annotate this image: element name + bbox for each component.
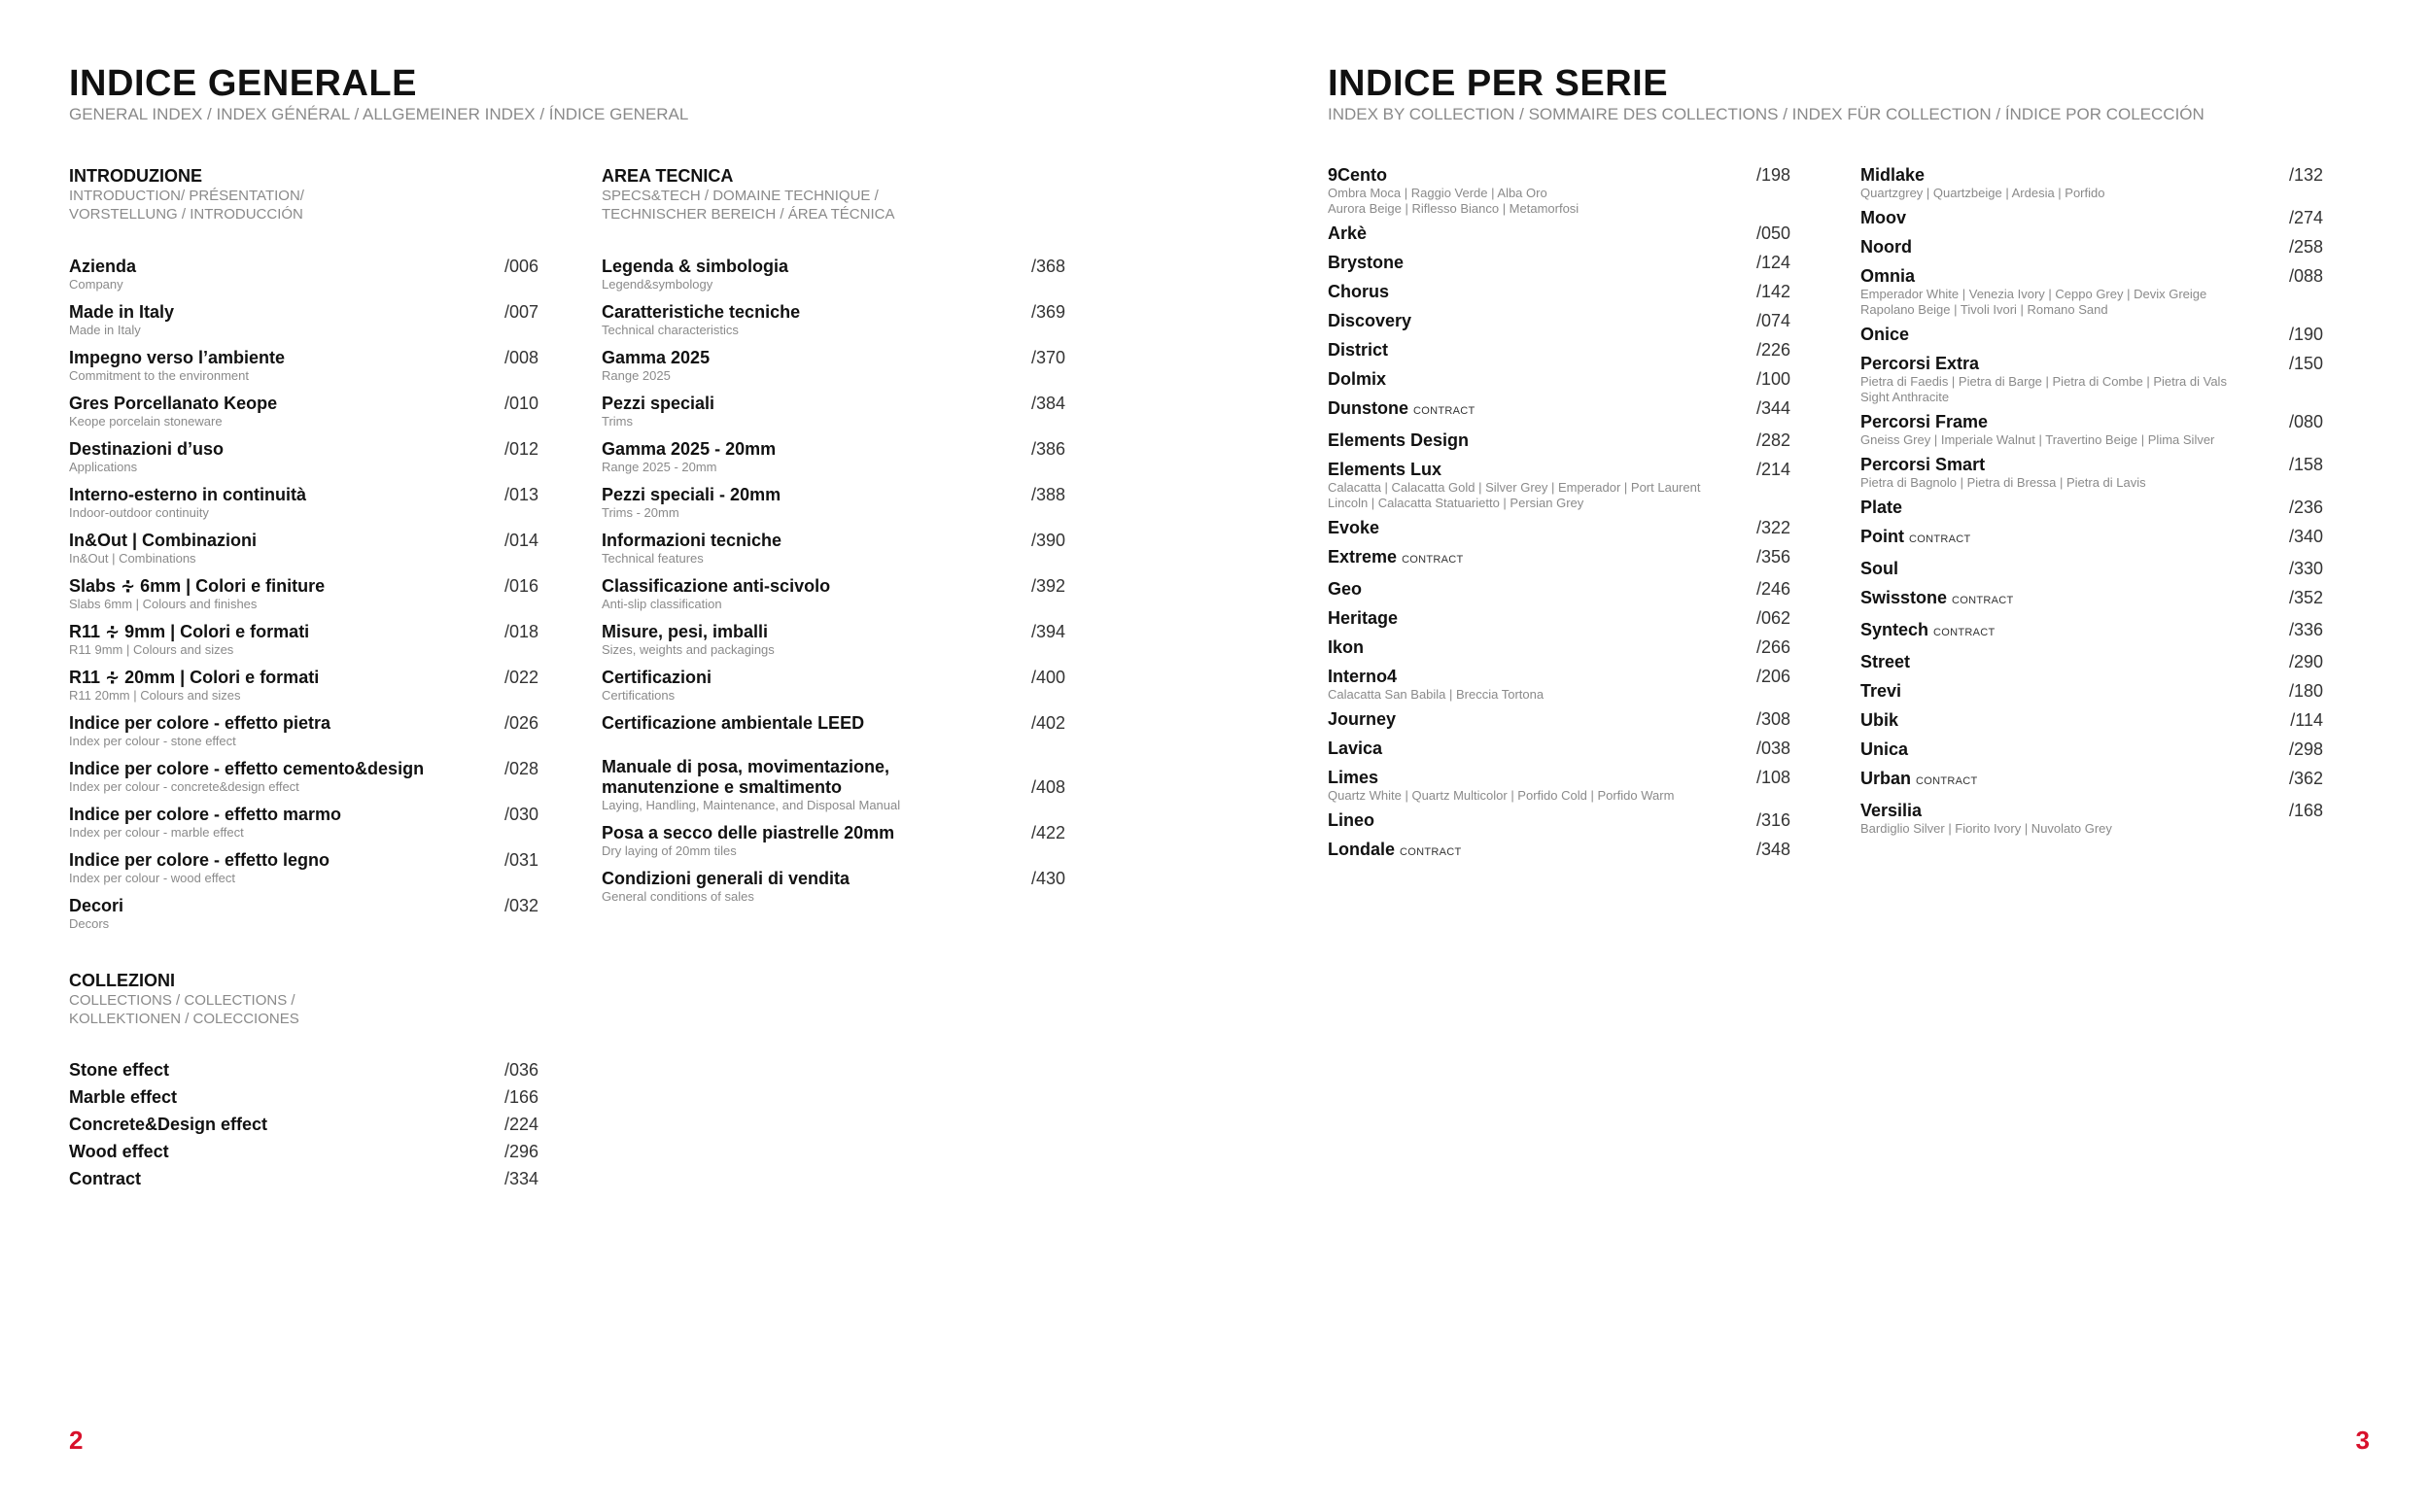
index-entry[interactable] <box>69 668 538 704</box>
entry-title: Onice <box>1860 325 1910 344</box>
index-entry[interactable] <box>69 531 538 567</box>
entry-page-number: /198 <box>1755 165 1790 185</box>
entry-subtitle: Calacatta | Calacatta Gold | Silver Grey | Emperador | Port Laurent Lincoln | Calacatta Statuarietto | Persian Grey <box>1328 480 1701 510</box>
entry-page-number: /308 <box>1755 709 1790 729</box>
entry-page-number: /190 <box>2288 325 2323 344</box>
series-entry[interactable] <box>1860 620 2323 643</box>
entry-subtitle: Index per colour - marble effect <box>69 825 244 840</box>
series-entry[interactable] <box>1860 498 2323 518</box>
entry-page-number: /282 <box>1755 430 1790 450</box>
index-entry[interactable] <box>602 757 1065 813</box>
entry-subtitle: Pietra di Faedis | Pietra di Barge | Pietra di Combe | Pietra di Vals Sight Anthracite <box>1860 374 2227 404</box>
contract-tag: CONTRACT <box>1933 627 1996 638</box>
series-entry[interactable] <box>1328 810 1790 831</box>
entry-title: Manuale di posa, movimentazione, manutenzione e smaltimento <box>602 757 890 797</box>
index-entry[interactable] <box>69 622 538 658</box>
entry-page-number: /422 <box>1030 823 1065 842</box>
entry-title: Interno4 <box>1328 667 1398 686</box>
entry-subtitle: Technical features <box>602 551 704 566</box>
entry-subtitle: Dry laying of 20mm tiles <box>602 843 737 858</box>
entry-title: Chorus <box>1328 282 1389 301</box>
series-entry[interactable] <box>1860 588 2323 611</box>
entry-title: Lavica <box>1328 739 1383 758</box>
entry-page-number: /392 <box>1030 576 1065 596</box>
index-entry[interactable] <box>69 713 538 749</box>
entry-page-number: /290 <box>2288 652 2323 671</box>
index-entry[interactable] <box>602 348 1065 384</box>
entry-page-number: /100 <box>1755 369 1790 389</box>
entry-page-number: /158 <box>2288 455 2323 474</box>
entry-page-number: /224 <box>503 1115 538 1134</box>
entry-title: Impegno verso l’ambiente <box>69 348 286 367</box>
entry-subtitle: Decors <box>69 916 110 931</box>
index-entry[interactable] <box>602 257 1065 292</box>
entry-subtitle: Certifications <box>602 688 676 703</box>
contract-tag: CONTRACT <box>1400 846 1462 858</box>
entry-subtitle: Gneiss Grey | Imperiale Walnut | Travertino Beige | Plima Silver <box>1860 432 2215 447</box>
entry-title: Made in Italy <box>69 302 175 322</box>
series-list-column-2 <box>1860 165 2323 843</box>
section-heading-introduzione: INTRODUZIONE <box>69 166 202 186</box>
entry-page-number: /031 <box>503 850 538 870</box>
entry-subtitle: Trims <box>602 414 634 429</box>
entry-subtitle: Calacatta San Babila | Breccia Tortona <box>1328 687 1545 702</box>
entry-subtitle: Slabs 6mm | Colours and finishes <box>69 597 258 611</box>
entry-page-number: /384 <box>1030 394 1065 413</box>
index-entry[interactable] <box>602 869 1065 905</box>
entry-title: Informazioni tecniche <box>602 531 782 550</box>
collezioni-list <box>69 1060 538 1196</box>
series-entry[interactable] <box>1328 840 1790 863</box>
index-entry[interactable] <box>69 485 538 521</box>
entry-page-number: /214 <box>1755 460 1790 479</box>
series-entry[interactable] <box>1328 369 1790 390</box>
entry-subtitle: Ombra Moca | Raggio Verde | Alba Oro Aurora Beige | Riflesso Bianco | Metamorfosi <box>1328 186 1580 216</box>
entry-subtitle: Trims - 20mm <box>602 505 679 520</box>
index-entry[interactable] <box>602 302 1065 338</box>
series-entry[interactable] <box>1328 547 1790 570</box>
entry-page-number: /014 <box>503 531 538 550</box>
index-entry[interactable] <box>69 759 538 795</box>
series-index-subtitle: INDEX BY COLLECTION / SOMMAIRE DES COLLECTIONS / INDEX FÜR COLLECTION / ÍNDICE POR COLECCIÓN <box>1328 105 2204 123</box>
entry-page-number: /340 <box>2288 527 2323 546</box>
entry-subtitle: Quartzgrey | Quartzbeige | Ardesia | Porfido <box>1860 186 2105 200</box>
entry-page-number: /322 <box>1755 518 1790 537</box>
entry-subtitle: Pietra di Bagnolo | Pietra di Bressa | Pietra di Lavis <box>1860 475 2146 490</box>
entry-title: Elements Design <box>1328 430 1470 450</box>
entry-page-number: /142 <box>1755 282 1790 301</box>
index-entry[interactable] <box>69 394 538 430</box>
entry-page-number: /370 <box>1030 348 1065 367</box>
entry-page-number: /132 <box>2288 165 2323 185</box>
entry-subtitle: Range 2025 - 20mm <box>602 460 717 474</box>
entry-subtitle: Sizes, weights and packagings <box>602 642 775 657</box>
collection-entry[interactable] <box>69 1060 538 1081</box>
series-entry[interactable] <box>1860 455 2323 491</box>
index-entry[interactable] <box>69 850 538 886</box>
entry-title: Contract <box>69 1169 142 1188</box>
entry-title: Certificazione ambientale LEED <box>602 713 865 733</box>
entry-page-number: /394 <box>1030 622 1065 641</box>
entry-subtitle: Commitment to the environment <box>69 368 249 383</box>
page-title: INDICE GENERALE <box>69 63 417 104</box>
index-entry[interactable] <box>69 805 538 841</box>
entry-title: Dunstone <box>1328 398 1408 418</box>
series-entry[interactable] <box>1328 579 1790 600</box>
series-entry[interactable] <box>1328 460 1790 511</box>
contract-tag: CONTRACT <box>1413 405 1475 417</box>
entry-page-number: /246 <box>1755 579 1790 599</box>
entry-title: Unica <box>1860 739 1909 759</box>
index-entry[interactable] <box>602 439 1065 475</box>
series-entry[interactable] <box>1328 340 1790 361</box>
entry-title: Wood effect <box>69 1142 169 1161</box>
collection-entry[interactable] <box>69 1142 538 1162</box>
entry-subtitle: Indoor-outdoor continuity <box>69 505 209 520</box>
entry-title: Heritage <box>1328 608 1399 628</box>
entry-page-number: /388 <box>1030 485 1065 504</box>
entry-title: Journey <box>1328 709 1397 729</box>
series-entry[interactable] <box>1860 325 2323 345</box>
entry-subtitle: Bardiglio Silver | Fiorito Ivory | Nuvolato Grey <box>1860 821 2112 836</box>
series-entry[interactable] <box>1328 709 1790 730</box>
entry-page-number: /026 <box>503 713 538 733</box>
entry-page-number: /012 <box>503 439 538 459</box>
index-entry[interactable] <box>69 302 538 338</box>
index-entry[interactable] <box>602 622 1065 658</box>
entry-title: Destinazioni d’uso <box>69 439 225 459</box>
index-entry[interactable] <box>602 485 1065 521</box>
entry-title: Swisstone <box>1860 588 1948 607</box>
entry-page-number: /258 <box>2288 237 2323 257</box>
area-tecnica-list <box>602 257 1065 914</box>
entry-page-number: /369 <box>1030 302 1065 322</box>
entry-subtitle: Quartz White | Quartz Multicolor | Porfido Cold | Porfido Warm <box>1328 788 1675 803</box>
series-entry[interactable] <box>1328 667 1790 703</box>
entry-page-number: /124 <box>1755 253 1790 272</box>
entry-page-number: /298 <box>2288 739 2323 759</box>
entry-page-number: /296 <box>503 1142 538 1161</box>
entry-title: Classificazione anti-scivolo <box>602 576 831 596</box>
series-entry[interactable] <box>1328 165 1790 217</box>
series-entry[interactable] <box>1860 801 2323 837</box>
entry-subtitle: Emperador White | Venezia Ivory | Ceppo Grey | Devix Greige Rapolano Beige | Tivoli Ivori | Romano Sand <box>1860 287 2207 317</box>
entry-page-number: /408 <box>1030 777 1065 797</box>
entry-subtitle: Index per colour - stone effect <box>69 734 236 748</box>
entry-title: Versilia <box>1860 801 1923 820</box>
entry-page-number: /088 <box>2288 266 2323 286</box>
index-entry[interactable] <box>69 348 538 384</box>
entry-page-number: /006 <box>503 257 538 276</box>
entry-page-number: /386 <box>1030 439 1065 459</box>
series-index-title: INDICE PER SERIE <box>1328 63 1669 104</box>
entry-page-number: /180 <box>2288 681 2323 701</box>
entry-title: Point <box>1860 527 1904 546</box>
introduzione-list <box>69 257 538 942</box>
entry-page-number: /330 <box>2288 559 2323 578</box>
series-entry[interactable] <box>1860 412 2323 448</box>
entry-page-number: /368 <box>1030 257 1065 276</box>
entry-title: Percorsi Smart <box>1860 455 1986 474</box>
entry-title: Percorsi Frame <box>1860 412 1989 431</box>
collection-entry[interactable] <box>69 1169 538 1189</box>
entry-title: Lineo <box>1328 810 1374 830</box>
entry-subtitle: Made in Italy <box>69 323 141 337</box>
series-entry[interactable] <box>1860 165 2323 201</box>
entry-title: Certificazioni <box>602 668 712 687</box>
entry-title: Posa a secco delle piastrelle 20mm <box>602 823 895 842</box>
section-subheading-introduzione: INTRODUCTION/ PRÉSENTATION/ VORSTELLUNG / INTRODUCCIÓN <box>69 188 304 223</box>
entry-page-number: /080 <box>2288 412 2323 431</box>
entry-page-number: /334 <box>503 1169 538 1188</box>
series-entry[interactable] <box>1328 398 1790 422</box>
entry-title: Brystone <box>1328 253 1405 272</box>
entry-title: Misure, pesi, imballi <box>602 622 769 641</box>
entry-subtitle: Technical characteristics <box>602 323 739 337</box>
series-entry[interactable] <box>1328 253 1790 273</box>
entry-title: Extreme <box>1328 547 1398 567</box>
index-entry[interactable] <box>602 576 1065 612</box>
series-entry[interactable] <box>1860 354 2323 405</box>
index-entry[interactable] <box>602 394 1065 430</box>
entry-title: Interno-esterno in continuità <box>69 485 307 504</box>
entry-subtitle: In&Out | Combinations <box>69 551 196 566</box>
entry-subtitle: Keope porcelain stoneware <box>69 414 223 429</box>
entry-page-number: /150 <box>2288 354 2323 373</box>
entry-page-number: /008 <box>503 348 538 367</box>
page-number-right: 3 <box>2355 1426 2370 1455</box>
series-entry[interactable] <box>1328 282 1790 302</box>
entry-page-number: /022 <box>503 668 538 687</box>
entry-page-number: /316 <box>1755 810 1790 830</box>
entry-page-number: /356 <box>1755 547 1790 567</box>
index-entry[interactable] <box>69 576 538 612</box>
index-entry[interactable] <box>69 257 538 292</box>
entry-subtitle: Applications <box>69 460 138 474</box>
entry-subtitle: R11 9mm | Colours and sizes <box>69 642 234 657</box>
entry-page-number: /430 <box>1030 869 1065 888</box>
entry-title: Pezzi speciali - 20mm <box>602 485 781 504</box>
entry-page-number: /402 <box>1030 713 1065 733</box>
entry-title: Arkè <box>1328 223 1368 243</box>
entry-title: Ikon <box>1328 637 1365 657</box>
entry-page-number: /074 <box>1755 311 1790 330</box>
entry-title: Londale <box>1328 840 1396 859</box>
entry-page-number: /344 <box>1755 398 1790 418</box>
entry-title: Decori <box>69 896 124 915</box>
entry-title: Legenda & simbologia <box>602 257 789 276</box>
entry-title: Trevi <box>1860 681 1902 701</box>
entry-title: In&Out | Combinazioni <box>69 531 258 550</box>
entry-page-number: /010 <box>503 394 538 413</box>
entry-title: Evoke <box>1328 518 1380 537</box>
entry-title: Midlake <box>1860 165 1926 185</box>
entry-title: Percorsi Extra <box>1860 354 1980 373</box>
series-entry[interactable] <box>1860 266 2323 318</box>
entry-page-number: /050 <box>1755 223 1790 243</box>
contract-tag: CONTRACT <box>1402 554 1464 566</box>
series-entry[interactable] <box>1328 311 1790 331</box>
entry-title: Pezzi speciali <box>602 394 715 413</box>
series-entry[interactable] <box>1860 769 2323 792</box>
entry-subtitle: R11 20mm | Colours and sizes <box>69 688 241 703</box>
entry-title: R11 ∻ 9mm | Colori e formati <box>69 622 310 641</box>
index-entry[interactable] <box>602 823 1065 859</box>
series-entry[interactable] <box>1328 518 1790 538</box>
entry-title: Indice per colore - effetto marmo <box>69 805 342 824</box>
entry-page-number: /032 <box>503 896 538 915</box>
entry-page-number: /016 <box>503 576 538 596</box>
entry-subtitle: Index per colour - wood effect <box>69 871 236 885</box>
entry-page-number: /266 <box>1755 637 1790 657</box>
entry-title: Gamma 2025 - 20mm <box>602 439 777 459</box>
entry-page-number: /348 <box>1755 840 1790 859</box>
entry-subtitle: Company <box>69 277 123 292</box>
index-entry[interactable] <box>69 439 538 475</box>
page-subtitle: GENERAL INDEX / INDEX GÉNÉRAL / ALLGEMEINER INDEX / ÍNDICE GENERAL <box>69 105 689 123</box>
entry-title: Condizioni generali di vendita <box>602 869 850 888</box>
entry-title: Noord <box>1860 237 1912 257</box>
entry-title: Stone effect <box>69 1060 170 1080</box>
entry-page-number: /036 <box>503 1060 538 1080</box>
series-entry[interactable] <box>1328 608 1790 629</box>
series-entry[interactable] <box>1328 739 1790 759</box>
entry-page-number: /206 <box>1755 667 1790 686</box>
entry-subtitle: Legend&symbology <box>602 277 713 292</box>
collection-entry[interactable] <box>69 1087 538 1108</box>
entry-title: Slabs ∻ 6mm | Colori e finiture <box>69 576 326 596</box>
series-entry[interactable] <box>1860 559 2323 579</box>
entry-page-number: /030 <box>503 805 538 824</box>
section-subheading-area-tecnica: SPECS&TECH / DOMAINE TECHNIQUE / TECHNISCHER BEREICH / ÁREA TÉCNICA <box>602 188 895 223</box>
entry-page-number: /352 <box>2288 588 2323 607</box>
series-entry[interactable] <box>1328 223 1790 244</box>
entry-title: Concrete&Design effect <box>69 1115 268 1134</box>
entry-title: Elements Lux <box>1328 460 1442 479</box>
entry-page-number: /028 <box>503 759 538 778</box>
contract-tag: CONTRACT <box>1916 775 1978 787</box>
entry-subtitle: Index per colour - concrete&design effect <box>69 779 299 794</box>
entry-title: Limes <box>1328 768 1379 787</box>
series-entry[interactable] <box>1860 739 2323 760</box>
index-entry[interactable] <box>602 668 1065 704</box>
entry-title: R11 ∻ 20mm | Colori e formati <box>69 668 320 687</box>
entry-title: Gres Porcellanato Keope <box>69 394 278 413</box>
entry-page-number: /013 <box>503 485 538 504</box>
contract-tag: CONTRACT <box>1952 595 2014 606</box>
entry-title: Geo <box>1328 579 1363 599</box>
series-entry[interactable] <box>1328 430 1790 451</box>
entry-page-number: /336 <box>2288 620 2323 639</box>
entry-title: Moov <box>1860 208 1906 227</box>
entry-title: Urban <box>1860 769 1912 788</box>
entry-page-number: /362 <box>2288 769 2323 788</box>
entry-title: Azienda <box>69 257 137 276</box>
series-entry[interactable] <box>1860 527 2323 550</box>
collection-entry[interactable] <box>69 1115 538 1135</box>
entry-page-number: /168 <box>2288 801 2323 820</box>
entry-page-number: /390 <box>1030 531 1065 550</box>
entry-page-number: /236 <box>2288 498 2323 517</box>
entry-page-number: /226 <box>1755 340 1790 360</box>
entry-title: Syntech <box>1860 620 1929 639</box>
series-entry[interactable] <box>1860 681 2323 702</box>
entry-title: Dolmix <box>1328 369 1387 389</box>
entry-title: Indice per colore - effetto pietra <box>69 713 331 733</box>
entry-title: Indice per colore - effetto legno <box>69 850 330 870</box>
series-entry[interactable] <box>1328 637 1790 658</box>
index-entry[interactable] <box>69 896 538 932</box>
entry-title: District <box>1328 340 1389 360</box>
entry-page-number: /007 <box>503 302 538 322</box>
index-entry[interactable] <box>602 713 1065 734</box>
entry-page-number: /166 <box>503 1087 538 1107</box>
entry-title: Indice per colore - effetto cemento&design <box>69 759 425 778</box>
entry-title: Marble effect <box>69 1087 178 1107</box>
section-subheading-collezioni: COLLECTIONS / COLLECTIONS / KOLLEKTIONEN / COLECCIONES <box>69 992 299 1027</box>
series-entry[interactable] <box>1860 208 2323 228</box>
series-entry[interactable] <box>1860 237 2323 258</box>
entry-title: Soul <box>1860 559 1898 578</box>
index-entry[interactable] <box>602 531 1065 567</box>
entry-page-number: /114 <box>2290 710 2323 730</box>
entry-page-number: /400 <box>1030 668 1065 687</box>
page-number-left: 2 <box>69 1426 84 1455</box>
entry-subtitle: Anti-slip classification <box>602 597 722 611</box>
section-heading-collezioni: COLLEZIONI <box>69 971 175 990</box>
entry-title: Omnia <box>1860 266 1916 286</box>
entry-page-number: /038 <box>1755 739 1790 758</box>
entry-subtitle: General conditions of sales <box>602 889 754 904</box>
entry-title: Street <box>1860 652 1911 671</box>
contract-tag: CONTRACT <box>1909 533 1971 545</box>
entry-title: Ubik <box>1860 710 1899 730</box>
entry-title: Plate <box>1860 498 1903 517</box>
entry-title: Gamma 2025 <box>602 348 711 367</box>
entry-page-number: /108 <box>1755 768 1790 787</box>
entry-title: Discovery <box>1328 311 1412 330</box>
series-entry[interactable] <box>1860 710 2323 731</box>
entry-subtitle: Laying, Handling, Maintenance, and Disposal Manual <box>602 798 901 812</box>
entry-title: 9Cento <box>1328 165 1388 185</box>
section-heading-area-tecnica: AREA TECNICA <box>602 166 734 186</box>
entry-subtitle: Range 2025 <box>602 368 671 383</box>
entry-page-number: /062 <box>1755 608 1790 628</box>
entry-page-number: /274 <box>2288 208 2323 227</box>
series-list-column-1 <box>1328 165 1790 872</box>
entry-page-number: /018 <box>503 622 538 641</box>
series-entry[interactable] <box>1328 768 1790 804</box>
entry-title: Caratteristiche tecniche <box>602 302 801 322</box>
series-entry[interactable] <box>1860 652 2323 672</box>
